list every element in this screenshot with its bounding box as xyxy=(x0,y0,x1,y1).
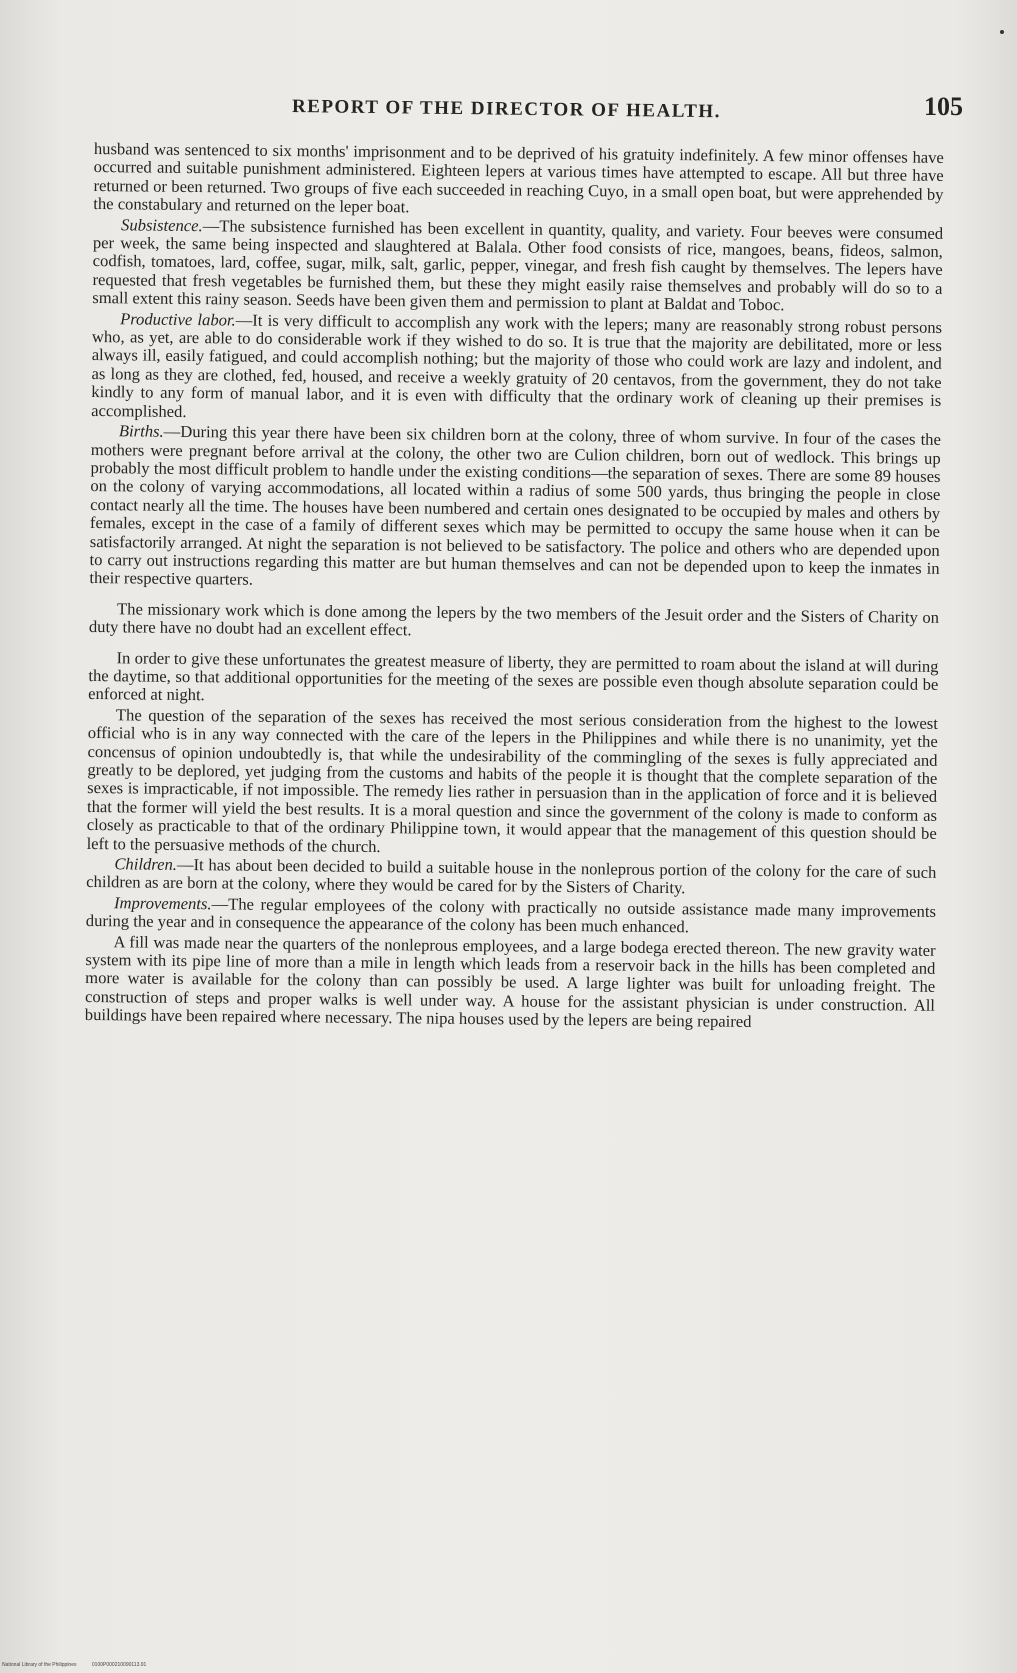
page-number: 105 xyxy=(924,92,963,121)
paragraph-discipline xyxy=(93,140,944,223)
paragraph-text: A fill was made near the quarters of the nonleprous employees, and a large bodega erected thereon. The new gravity water system with its pipe line of more than a mile in length which leads from a reservoir back in the hills has been completed and more water is available for the colony than can possibly be used. A large lighter was built for unloading freight. The construction of steps and proper walks is well under way. A house for the assistant physician is under construction. All buildings have been repaired where necessary. The nipa houses used by the lepers are being repaired xyxy=(84,931,936,1032)
paragraph-lead: Improvements. xyxy=(113,893,212,914)
paragraph-text: —The subsistence furnished has been excellent in quantity, quality, and variety. Four beeves were consumed per week, the same being inspected and slaughtered at Balala. Other food consists of rice, mangoes, beans, fideos, salmon, codfish, tomatoes, lard, coffee, sugar, milk, salt, garlic, pepper, vinegar, and fresh fish caught by themselves. The lepers have requested that fresh vegetables be furnished them, but these they might easily raise themselves and probably will do so to a small extent this rainy season. Seeds have been given them and permission to plant at Baldat and Toboc. xyxy=(92,215,944,315)
paragraph-text: —The regular employees of the colony with practically no outside assistance made many improvements during the year and in consequence the appearance of the colony has been much enhanced. xyxy=(85,894,937,937)
paragraph-fill xyxy=(85,933,936,1034)
paragraph-productive-labor xyxy=(91,310,942,429)
paragraph-text: —It has about been decided to build a suitable house in the nonleprous portion of the colony for the care of such children as are born at the colony, where they would be cared for by the Sisters of Charity. xyxy=(86,854,937,898)
paragraph-text: husband was sentenced to six months' imprisonment and to be deprived of his gratuity indefinitely. A few minor offenses have occurred and suitable punishment administered. Eighteen lepers at various times have attempted to escape. All but three have returned or been returned. Two groups of five each succeeded in reaching Cuyo, in a small open boat, but were apprehended by the constabulary and returned on the leper boat. xyxy=(93,139,944,217)
footer-code: 0100P000210090113.91 xyxy=(91,1662,147,1668)
paragraph-text: In order to give these unfortunates the greatest measure of liberty, they are permitted to roam about the island at will during the daytime, so that additional opportunities for the meeting of the sexes are possible even though absolute separation could be enforced at night. xyxy=(88,647,939,705)
paragraph-lead: Subsistence. xyxy=(121,214,203,235)
footer-library: National Library of the Philippines xyxy=(2,1662,77,1668)
paragraph-text: The question of the separation of the sexes has received the most serious consideration from the highest to the lowest official who is in any way connected with the care of the lepers in the Philippines and while there is no unanimity, yet the concensus of opinion undoubtedly is, that while the undesirability of the commingling of the sexes is fully appreciated and greatly to be deplored, yet judging from the customs and habits of the people it is thought that the complete separation of the sexes is impracticable, if not impossible. The remedy lies rather in persuasion than in the application of force and it is believed that the former will yield the best results. It is a moral question and since the government of the colony is made to conform as closely as practicable to that of the ordinary Philippine town, it would appear that the management of this question should be left to the persuasive methods of the church. xyxy=(86,705,939,856)
paragraph-separation xyxy=(87,706,938,862)
paragraph-subsistence xyxy=(92,216,943,317)
paragraph-text: The missionary work which is done among the lepers by the two members of the Jesuit order and the Sisters of Charity on duty there have no doubt had an excellent effect. xyxy=(88,599,940,640)
paragraph-missionary xyxy=(89,600,939,646)
running-head: REPORT OF THE DIRECTOR OF HEALTH. xyxy=(291,96,722,123)
paragraph-liberty xyxy=(88,649,939,713)
paragraph-text: —It is very difficult to accomplish any work with the lepers; many are reasonably strong robust persons who, as yet, are able to do considerable work if they wished to do so. It is true that the majority are debilitated, more or less always ill, easily fatigued, and could accomplish nothing; but the majority of those who could work are lazy and indolent, and as long as they are clothed, fed, housed, and receive a weekly gratuity of 20 centavos, from the government, they do not take kindly to any form of manual labor, and it is even with difficulty that the ordinary work of cleaning up their premises is accomplished. xyxy=(91,310,943,421)
paragraph-lead: Productive labor. xyxy=(120,308,236,330)
scan-footer xyxy=(2,1662,160,1668)
paragraph-births xyxy=(89,422,941,597)
page-header xyxy=(0,92,1017,132)
paragraph-lead: Children. xyxy=(114,854,178,874)
paragraph-lead: Births. xyxy=(118,421,164,441)
body-text xyxy=(85,140,944,1036)
scan-speck xyxy=(1000,30,1004,34)
paragraph-text: —During this year there have been six children born at the colony, three of whom survive. In four of the cases the mothers were pregnant before arrival at the colony, the other two are Culion children, born out of wedlock. This brings up probably the most difficult problem to handle under the existing conditions—the separation of sexes. There are some 89 houses on the colony of varying accommodations, all located within a radius of some 500 yards, thus bringing the people in close contact nearly all the time. The houses have been numbered and certain ones designated to be occupied by males and others by females, except in the case of a family of different sexes which may be permitted to occupy the same house when it can be satisfactorily arranged. At night the separation is not believed to be satisfactory. The police and others who are depended upon to carry out instructions regarding this matter are but human themselves and can not be depended upon to keep the inmates in their respective quarters. xyxy=(89,421,942,590)
